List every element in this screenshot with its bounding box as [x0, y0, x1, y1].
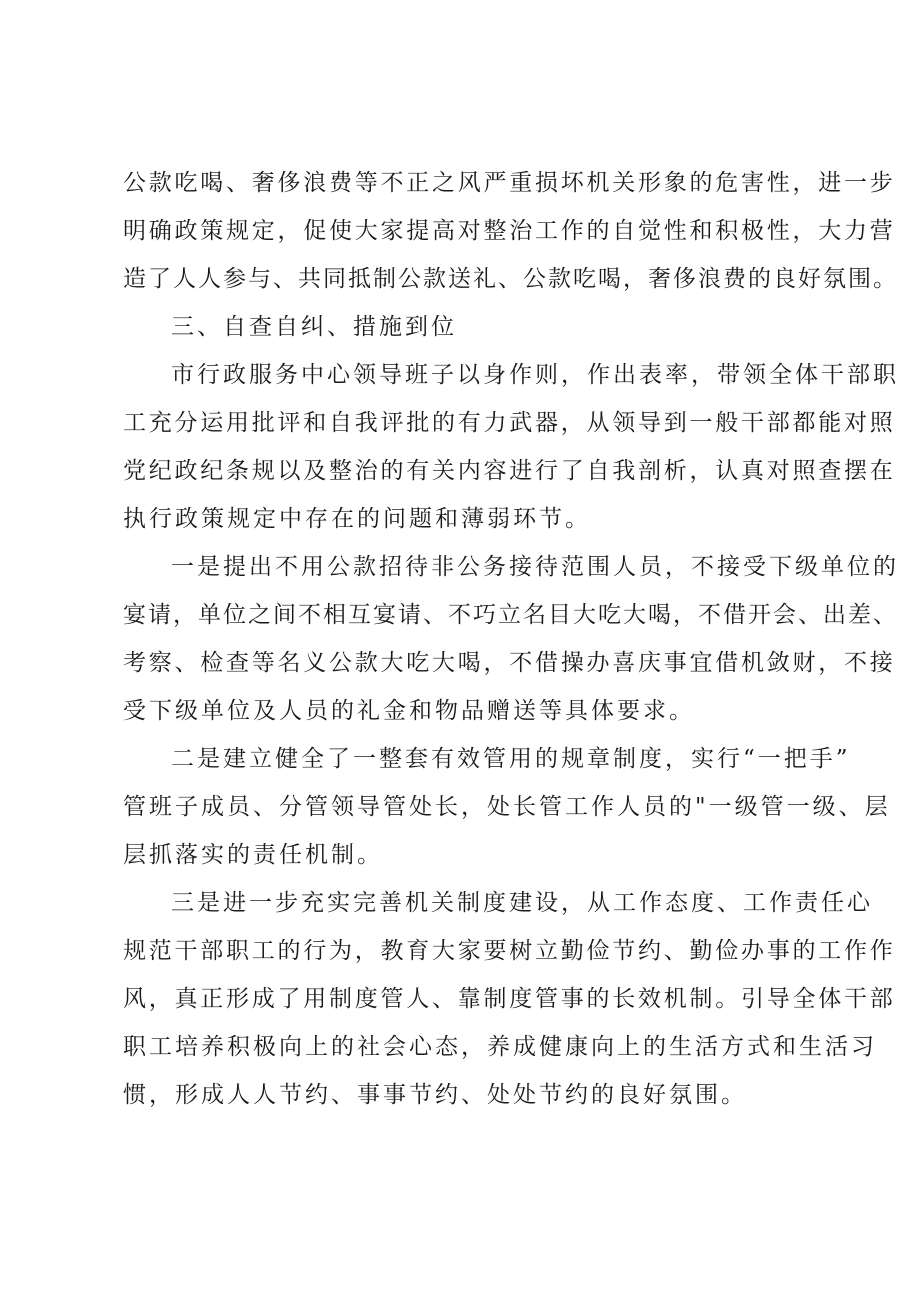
text-line-20: 惯，形成人人节约、事事节约、处处节约的良好氛围。: [123, 1082, 747, 1108]
text-line-3: 造了人人参与、共同抵制公款送礼、公款吃喝，奢侈浪费的良好氛围。: [123, 266, 898, 292]
text-line-11: 考察、检查等名义公款大吃大喝，不借操办喜庆事宜借机敛财，不接: [123, 650, 896, 676]
text-line-10: 宴请，单位之间不相互宴请、不巧立名目大吃大喝，不借开会、出差、: [123, 602, 898, 628]
text-line-18: 风，真正形成了用制度管人、靠制度管事的长效机制。引导全体干部: [123, 986, 896, 1012]
text-line-19: 职工培养积极向上的社会心态，养成健康向上的生活方式和生活习: [123, 1034, 877, 1060]
text-line-15: 层抓落实的责任机制。: [123, 842, 383, 868]
text-line-17: 规范干部职工的行为，教育大家要树立勤俭节约、勤俭办事的工作作: [123, 938, 896, 964]
text-line-6: 工充分运用批评和自我评批的有力武器，从领导到一般干部都能对照: [123, 410, 896, 436]
text-line-14: 管班子成员、分管领导管处长，处长管工作人员的"一级管一级、层: [123, 794, 891, 820]
text-line-8: 执行政策规定中存在的问题和薄弱环节。: [123, 506, 591, 532]
text-line-5: 市行政服务中心领导班子以身作则，作出表率，带领全体干部职: [171, 362, 899, 388]
text-line-16: 三是进一步充实完善机关制度建设，从工作态度、工作责任心: [171, 890, 873, 916]
section-heading: 三、自查自纠、措施到位: [171, 314, 457, 340]
text-line-12: 受下级单位及人员的礼金和物品赠送等具体要求。: [123, 698, 695, 724]
text-line-1: 公款吃喝、奢侈浪费等不正之风严重损坏机关形象的危害性，进一步: [123, 170, 896, 196]
text-line-7: 党纪政纪条规以及整治的有关内容进行了自我剖析，认真对照查摆在: [123, 458, 896, 484]
text-line-13: 二是建立健全了一整套有效管用的规章制度，实行“一把手”: [171, 746, 851, 772]
text-line-9: 一是提出不用公款招待非公务接待范围人员，不接受下级单位的: [171, 554, 899, 580]
text-line-2: 明确政策规定，促使大家提高对整治工作的自觉性和积极性，大力营: [123, 218, 896, 244]
